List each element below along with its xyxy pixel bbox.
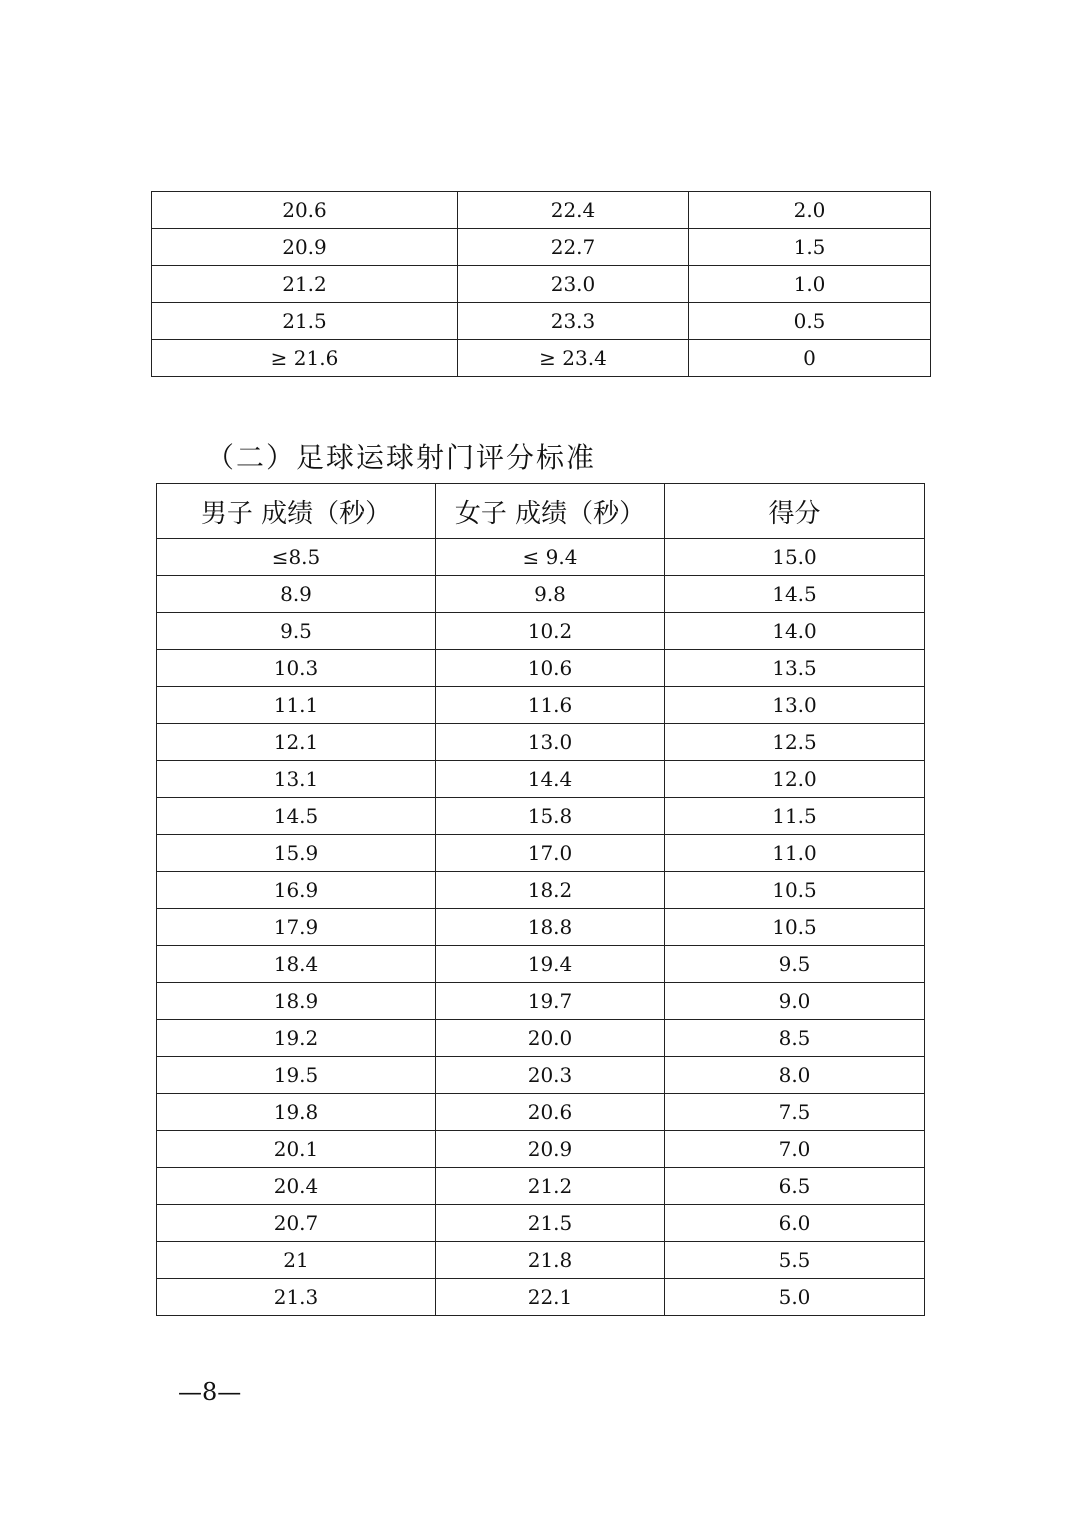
cell-score: 15.0: [665, 539, 925, 576]
cell-male-time: 19.5: [157, 1057, 436, 1094]
table-row: [157, 983, 925, 1020]
cell-female-time: 18.2: [436, 872, 665, 909]
table-row: [157, 798, 925, 835]
cell-male-time: 12.1: [157, 724, 436, 761]
cell-female-time: 15.8: [436, 798, 665, 835]
cell-male-time: 15.9: [157, 835, 436, 872]
cell-male-time: 19.8: [157, 1094, 436, 1131]
cell-female-time: 23.3: [458, 303, 689, 340]
cell-male-time: 20.9: [152, 229, 458, 266]
cell-female-time: 21.8: [436, 1242, 665, 1279]
cell-female-time: 11.6: [436, 687, 665, 724]
section-heading: （二）足球运球射门评分标准: [206, 441, 597, 474]
cell-female-time: 20.6: [436, 1094, 665, 1131]
header-score: 得分: [665, 484, 925, 539]
table-row: [152, 229, 931, 266]
table-row: [157, 539, 925, 576]
cell-score: 11.5: [665, 798, 925, 835]
cell-score: 2.0: [689, 192, 931, 229]
score-table-body: [157, 539, 925, 1316]
cell-female-time: ≤ 9.4: [436, 539, 665, 576]
table-row: [157, 1057, 925, 1094]
table-row: [157, 1279, 925, 1316]
football-dribble-shoot-score-table: [156, 483, 925, 1316]
cell-male-time: ≤8.5: [157, 539, 436, 576]
table-row: [157, 1205, 925, 1242]
cell-male-time: 21.2: [152, 266, 458, 303]
cell-score: 0: [689, 340, 931, 377]
table-row: [152, 266, 931, 303]
cell-male-time: 14.5: [157, 798, 436, 835]
table-row: [152, 303, 931, 340]
cell-score: 6.5: [665, 1168, 925, 1205]
cell-score: 1.5: [689, 229, 931, 266]
cell-score: 10.5: [665, 872, 925, 909]
cell-male-time: 13.1: [157, 761, 436, 798]
table-row: [152, 340, 931, 377]
cell-score: 8.0: [665, 1057, 925, 1094]
table-header-row: [157, 484, 925, 539]
table-row: [152, 192, 931, 229]
cell-score: 12.0: [665, 761, 925, 798]
cell-score: 13.5: [665, 650, 925, 687]
cell-score: 12.5: [665, 724, 925, 761]
cell-female-time: 22.1: [436, 1279, 665, 1316]
table-row: [157, 576, 925, 613]
cell-female-time: 17.0: [436, 835, 665, 872]
cell-score: 7.5: [665, 1094, 925, 1131]
table-row: [157, 1094, 925, 1131]
cell-score: 0.5: [689, 303, 931, 340]
cell-male-time: 20.4: [157, 1168, 436, 1205]
cell-female-time: 19.7: [436, 983, 665, 1020]
cell-score: 11.0: [665, 835, 925, 872]
cell-female-time: 18.8: [436, 909, 665, 946]
cell-female-time: 14.4: [436, 761, 665, 798]
cell-female-time: 10.2: [436, 613, 665, 650]
cell-male-time: 8.9: [157, 576, 436, 613]
table-row: [157, 946, 925, 983]
page-number: —8—: [178, 1378, 242, 1406]
cell-female-time: 13.0: [436, 724, 665, 761]
cell-female-time: 19.4: [436, 946, 665, 983]
table-row: [157, 1168, 925, 1205]
cell-male-time: 16.9: [157, 872, 436, 909]
cell-female-time: ≥ 23.4: [458, 340, 689, 377]
cell-male-time: 20.7: [157, 1205, 436, 1242]
cell-score: 7.0: [665, 1131, 925, 1168]
cell-male-time: 17.9: [157, 909, 436, 946]
cell-score: 9.5: [665, 946, 925, 983]
cell-male-time: 20.6: [152, 192, 458, 229]
cell-score: 1.0: [689, 266, 931, 303]
cell-male-time: ≥ 21.6: [152, 340, 458, 377]
cell-male-time: 11.1: [157, 687, 436, 724]
cell-female-time: 20.0: [436, 1020, 665, 1057]
cell-score: 14.5: [665, 576, 925, 613]
cell-male-time: 21.5: [152, 303, 458, 340]
table-row: [157, 613, 925, 650]
cell-female-time: 20.9: [436, 1131, 665, 1168]
cell-female-time: 9.8: [436, 576, 665, 613]
cell-female-time: 10.6: [436, 650, 665, 687]
cell-female-time: 23.0: [458, 266, 689, 303]
cell-score: 14.0: [665, 613, 925, 650]
table-row: [157, 872, 925, 909]
cell-male-time: 10.3: [157, 650, 436, 687]
cell-score: 9.0: [665, 983, 925, 1020]
cell-score: 5.5: [665, 1242, 925, 1279]
table-row: [157, 761, 925, 798]
cell-female-time: 21.5: [436, 1205, 665, 1242]
header-female-time: 女子 成绩（秒）: [436, 484, 665, 539]
cell-male-time: 9.5: [157, 613, 436, 650]
cell-score: 5.0: [665, 1279, 925, 1316]
header-male-time: 男子 成绩（秒）: [157, 484, 436, 539]
table-row: [157, 687, 925, 724]
cell-female-time: 20.3: [436, 1057, 665, 1094]
score-table-continued-body: [152, 192, 931, 377]
table-row: [157, 1020, 925, 1057]
cell-male-time: 18.4: [157, 946, 436, 983]
table-row: [157, 724, 925, 761]
cell-male-time: 21.3: [157, 1279, 436, 1316]
table-row: [157, 650, 925, 687]
cell-score: 8.5: [665, 1020, 925, 1057]
table-row: [157, 909, 925, 946]
cell-score: 13.0: [665, 687, 925, 724]
cell-male-time: 19.2: [157, 1020, 436, 1057]
table-row: [157, 1242, 925, 1279]
cell-score: 6.0: [665, 1205, 925, 1242]
cell-male-time: 18.9: [157, 983, 436, 1020]
cell-male-time: 21: [157, 1242, 436, 1279]
cell-female-time: 22.7: [458, 229, 689, 266]
cell-male-time: 20.1: [157, 1131, 436, 1168]
score-table-continued: [151, 191, 931, 377]
cell-score: 10.5: [665, 909, 925, 946]
table-row: [157, 835, 925, 872]
cell-female-time: 22.4: [458, 192, 689, 229]
cell-female-time: 21.2: [436, 1168, 665, 1205]
table-row: [157, 1131, 925, 1168]
